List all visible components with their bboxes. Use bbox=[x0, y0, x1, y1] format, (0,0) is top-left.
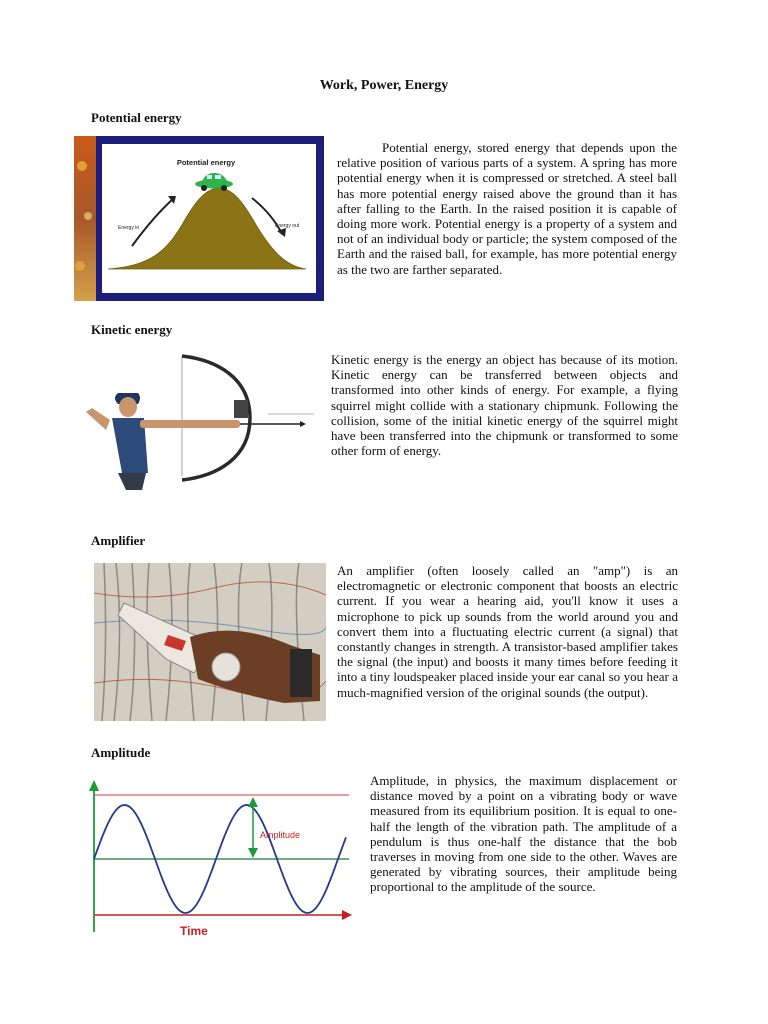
figure-title: Potential energy bbox=[176, 158, 236, 167]
heading-kinetic-energy: Kinetic energy bbox=[91, 322, 173, 337]
page-title: Work, Power, Energy bbox=[319, 78, 449, 93]
amplitude-diagram bbox=[84, 775, 360, 943]
amplitude-label: Amplitude bbox=[260, 830, 301, 840]
time-label: Time bbox=[180, 924, 208, 938]
archer-figure bbox=[82, 348, 322, 490]
heading-amplitude: Amplitude bbox=[91, 745, 151, 760]
time-axis-arrowhead bbox=[342, 910, 352, 920]
energy-in-label: Energy in bbox=[118, 225, 140, 231]
potential-energy-text: Potential energy, stored energy that depends upon the relative position of various parts of a system. A spring has more potential energy when it is compressed or stretched. A steel ball has more potential energy raised above the ground than it has after falling to the Earth. In the raised position it is capable of doing more work. Potential energy is a property of a system and not of an individual body or particle; the system composed of the Earth and the raised ball, for example, has more potential energy as the two are farther separated. bbox=[337, 140, 677, 277]
amplifier-text: An amplifier (often loosely called an "amp") is an electromagnetic or electronic component that boosts an electric current. If you wear a hearing aid, you'll know it uses a microphone to pick up sounds from the world around you and convert them into a fluctuating electric current (a signal) that constantly changes in strength. A transistor-based amplifier takes the signal (the input) and boosts it many times before feeding it into a tiny loudspeaker placed inside your ear canal so you hear a much-magnified version of the original sounds (the output). bbox=[337, 563, 678, 700]
archer bbox=[86, 393, 240, 490]
energy-out-label: Energy out bbox=[275, 223, 300, 229]
kinetic-energy-text: Kinetic energy is the energy an object has because of its motion. Kinetic energy can be transferred between objects and transformed into other kinds of energy. For example, a flying squirrel might collide with a stationary chipmunk. Following the collision, some of the initial kinetic energy of the squirrel might have been transferred into the chipmunk or transformed to some other form of energy. bbox=[331, 352, 678, 459]
heading-potential-energy: Potential energy bbox=[91, 110, 182, 125]
amplitude-text: Amplitude, in physics, the maximum displacement or distance moved by a point on a vibrating body or wave measured from its equilibrium position. It is equal to one-half the length of the vibration path. The amplitude of a pendulum is thus one-half the distance that the bob traverses in moving from one side to the other. Waves are generated by vibrating sources, their amplitude being proportional to the amplitude of the source. bbox=[370, 773, 677, 895]
vertical-axis-arrowhead bbox=[89, 780, 99, 791]
potential-energy-figure bbox=[74, 136, 324, 301]
amplifier-photo bbox=[94, 563, 326, 721]
heading-amplifier: Amplifier bbox=[91, 533, 146, 548]
